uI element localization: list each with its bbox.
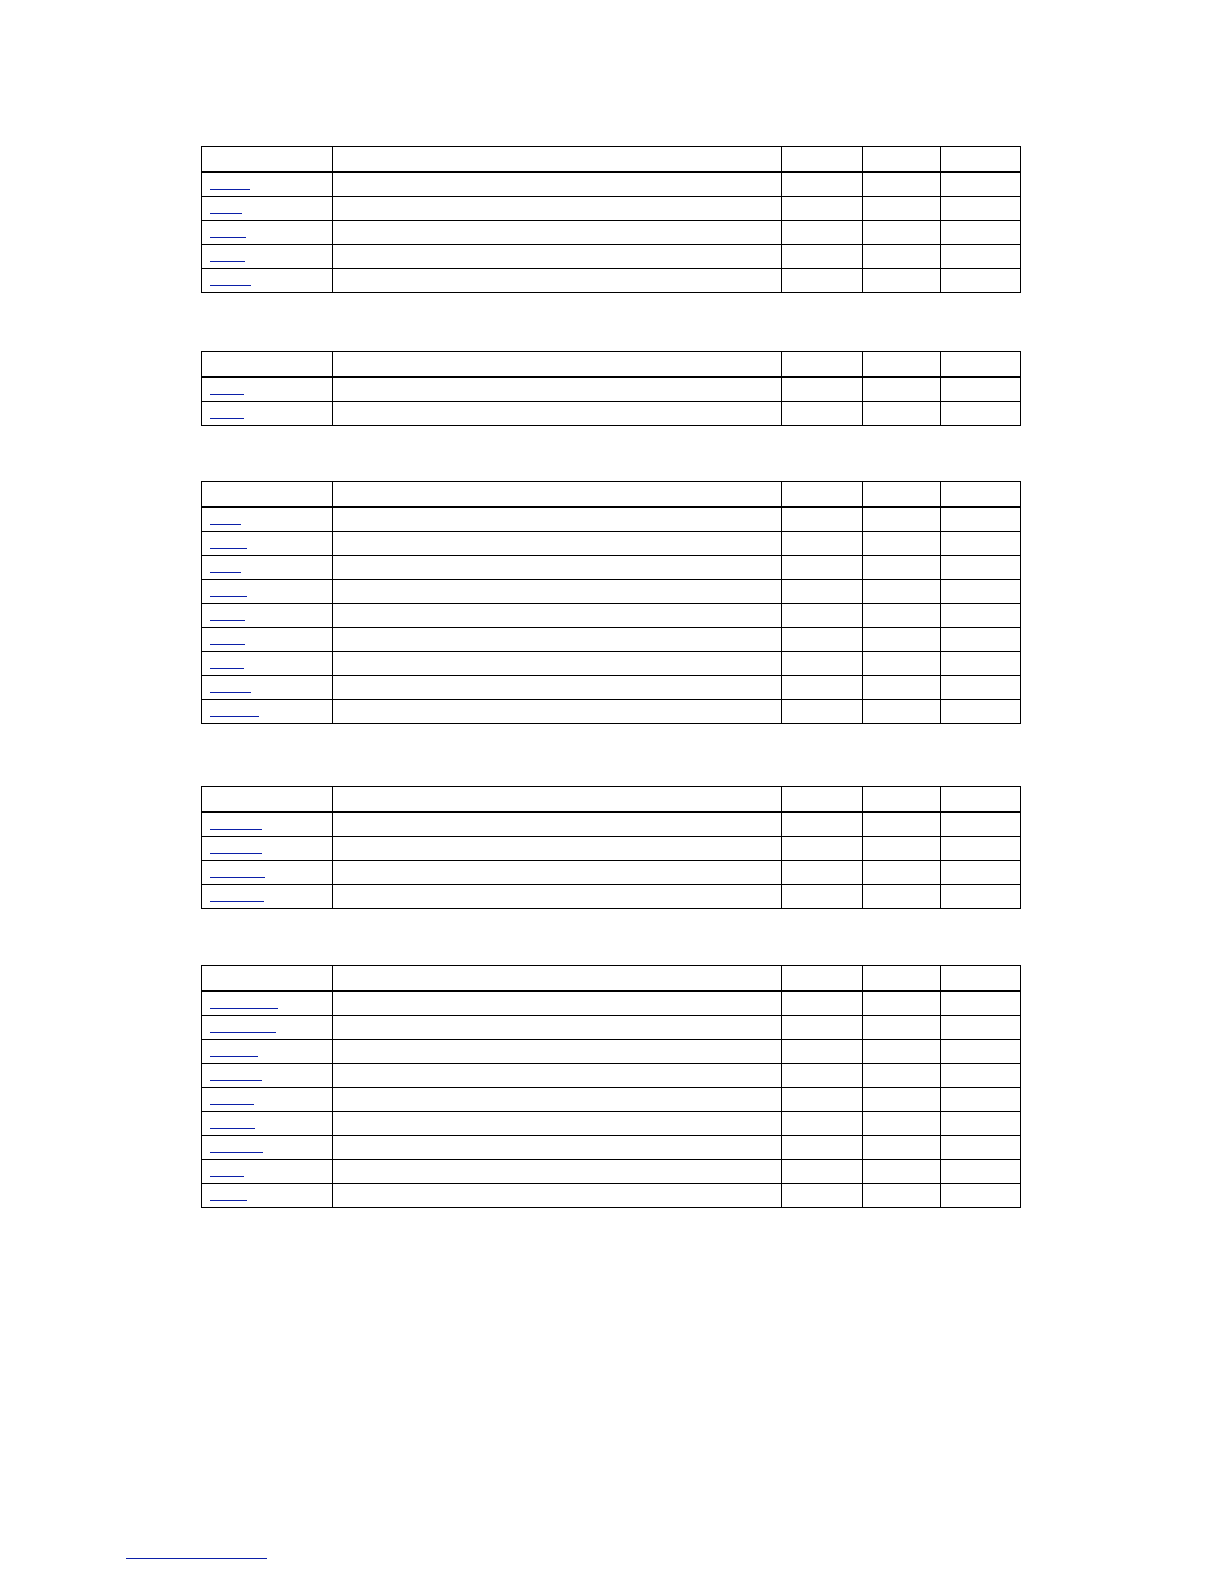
code-link[interactable] — [210, 710, 259, 717]
value-cell — [782, 837, 862, 861]
value-cell — [862, 1040, 940, 1064]
value-cell — [862, 221, 940, 245]
description-cell — [333, 402, 782, 426]
value-cell — [862, 1184, 940, 1208]
code-cell — [202, 885, 333, 909]
value-cell — [940, 556, 1020, 580]
description-cell — [333, 1016, 782, 1040]
data-table-1 — [201, 146, 1021, 293]
table-row — [202, 556, 1021, 580]
header-cell — [862, 787, 940, 813]
value-cell — [940, 221, 1020, 245]
value-cell — [782, 402, 862, 426]
table-row — [202, 172, 1021, 197]
header-cell — [862, 147, 940, 173]
value-cell — [862, 837, 940, 861]
value-cell — [862, 812, 940, 837]
description-cell — [333, 1184, 782, 1208]
header-cell — [333, 147, 782, 173]
description-cell — [333, 812, 782, 837]
value-cell — [940, 700, 1020, 724]
value-cell — [862, 402, 940, 426]
table-row — [202, 812, 1021, 837]
table-header-row — [202, 787, 1021, 813]
value-cell — [782, 861, 862, 885]
code-cell — [202, 556, 333, 580]
header-cell — [333, 966, 782, 992]
value-cell — [782, 507, 862, 532]
code-link[interactable] — [210, 662, 244, 669]
code-link[interactable] — [210, 686, 251, 693]
code-cell — [202, 628, 333, 652]
table-row — [202, 1184, 1021, 1208]
code-link[interactable] — [210, 1194, 247, 1201]
code-link[interactable] — [210, 518, 241, 525]
value-cell — [782, 269, 862, 293]
header-cell — [333, 482, 782, 508]
data-table-2 — [201, 351, 1021, 426]
header-cell — [202, 966, 333, 992]
description-cell — [333, 221, 782, 245]
code-link[interactable] — [210, 895, 264, 902]
value-cell — [940, 1016, 1020, 1040]
value-cell — [940, 837, 1020, 861]
code-link[interactable] — [210, 231, 246, 238]
code-link[interactable] — [210, 566, 241, 573]
description-cell — [333, 507, 782, 532]
table-row — [202, 1136, 1021, 1160]
code-link[interactable] — [210, 823, 262, 830]
value-cell — [782, 1136, 862, 1160]
code-cell — [202, 837, 333, 861]
code-link[interactable] — [210, 638, 245, 645]
code-link[interactable] — [210, 255, 245, 262]
table-row — [202, 1160, 1021, 1184]
value-cell — [782, 604, 862, 628]
description-cell — [333, 885, 782, 909]
value-cell — [862, 1064, 940, 1088]
code-cell — [202, 604, 333, 628]
table-row — [202, 245, 1021, 269]
code-link[interactable] — [210, 1026, 276, 1033]
description-cell — [333, 652, 782, 676]
value-cell — [782, 172, 862, 197]
value-cell — [862, 604, 940, 628]
code-cell — [202, 580, 333, 604]
value-cell — [940, 652, 1020, 676]
description-cell — [333, 1112, 782, 1136]
value-cell — [782, 1040, 862, 1064]
description-cell — [333, 556, 782, 580]
description-cell — [333, 676, 782, 700]
code-link[interactable] — [210, 1170, 244, 1177]
value-cell — [940, 197, 1020, 221]
data-table-5 — [201, 965, 1021, 1208]
value-cell — [782, 197, 862, 221]
code-link[interactable] — [210, 590, 247, 597]
value-cell — [940, 269, 1020, 293]
value-cell — [782, 812, 862, 837]
code-cell — [202, 700, 333, 724]
table-row — [202, 652, 1021, 676]
value-cell — [940, 604, 1020, 628]
value-cell — [940, 812, 1020, 837]
value-cell — [862, 1088, 940, 1112]
code-cell — [202, 221, 333, 245]
value-cell — [782, 245, 862, 269]
value-cell — [940, 1112, 1020, 1136]
code-link[interactable] — [210, 614, 245, 621]
description-cell — [333, 1064, 782, 1088]
table-row — [202, 377, 1021, 402]
table-row — [202, 604, 1021, 628]
code-link[interactable] — [210, 847, 262, 854]
value-cell — [782, 652, 862, 676]
code-link[interactable] — [210, 412, 244, 419]
value-cell — [862, 377, 940, 402]
table-row — [202, 1112, 1021, 1136]
code-cell — [202, 172, 333, 197]
code-cell — [202, 245, 333, 269]
header-cell — [862, 966, 940, 992]
footnote-rule — [126, 1558, 267, 1559]
description-cell — [333, 837, 782, 861]
description-cell — [333, 197, 782, 221]
header-cell — [333, 787, 782, 813]
header-cell — [940, 147, 1020, 173]
table-header-row — [202, 482, 1021, 508]
description-cell — [333, 991, 782, 1016]
value-cell — [940, 1160, 1020, 1184]
value-cell — [782, 676, 862, 700]
table-row — [202, 991, 1021, 1016]
code-cell — [202, 676, 333, 700]
value-cell — [782, 700, 862, 724]
value-cell — [940, 885, 1020, 909]
value-cell — [940, 245, 1020, 269]
value-cell — [782, 628, 862, 652]
table-row — [202, 269, 1021, 293]
value-cell — [782, 1112, 862, 1136]
value-cell — [940, 1136, 1020, 1160]
table-row — [202, 1040, 1021, 1064]
table-row — [202, 221, 1021, 245]
description-cell — [333, 1040, 782, 1064]
value-cell — [940, 1040, 1020, 1064]
code-cell — [202, 1160, 333, 1184]
value-cell — [940, 1064, 1020, 1088]
header-cell — [940, 482, 1020, 508]
value-cell — [782, 556, 862, 580]
value-cell — [940, 507, 1020, 532]
value-cell — [940, 402, 1020, 426]
table-row — [202, 1088, 1021, 1112]
value-cell — [862, 1136, 940, 1160]
header-cell — [940, 966, 1020, 992]
table-row — [202, 1016, 1021, 1040]
value-cell — [862, 507, 940, 532]
code-cell — [202, 861, 333, 885]
code-cell — [202, 377, 333, 402]
description-cell — [333, 700, 782, 724]
code-cell — [202, 1112, 333, 1136]
table-header-row — [202, 147, 1021, 173]
code-cell — [202, 507, 333, 532]
value-cell — [862, 172, 940, 197]
table-header-row — [202, 352, 1021, 378]
code-cell — [202, 652, 333, 676]
code-link[interactable] — [210, 1074, 262, 1081]
description-cell — [333, 172, 782, 197]
code-cell — [202, 1016, 333, 1040]
value-cell — [862, 1160, 940, 1184]
value-cell — [862, 700, 940, 724]
header-cell — [862, 352, 940, 378]
description-cell — [333, 861, 782, 885]
code-link[interactable] — [210, 1050, 258, 1057]
value-cell — [940, 377, 1020, 402]
code-cell — [202, 269, 333, 293]
header-cell — [940, 352, 1020, 378]
value-cell — [782, 377, 862, 402]
description-cell — [333, 245, 782, 269]
value-cell — [862, 1016, 940, 1040]
header-cell — [940, 787, 1020, 813]
table-row — [202, 507, 1021, 532]
code-cell — [202, 532, 333, 556]
code-link[interactable] — [210, 279, 251, 286]
header-cell — [202, 147, 333, 173]
value-cell — [940, 861, 1020, 885]
header-cell — [202, 787, 333, 813]
value-cell — [862, 676, 940, 700]
header-cell — [782, 352, 862, 378]
header-cell — [202, 352, 333, 378]
value-cell — [940, 676, 1020, 700]
header-cell — [862, 482, 940, 508]
description-cell — [333, 532, 782, 556]
table-row — [202, 197, 1021, 221]
code-cell — [202, 991, 333, 1016]
data-table-4 — [201, 786, 1021, 909]
value-cell — [862, 269, 940, 293]
value-cell — [862, 532, 940, 556]
header-cell — [782, 147, 862, 173]
table-row — [202, 532, 1021, 556]
value-cell — [862, 861, 940, 885]
value-cell — [940, 628, 1020, 652]
data-table-3 — [201, 481, 1021, 724]
header-cell — [782, 482, 862, 508]
header-cell — [202, 482, 333, 508]
value-cell — [782, 1088, 862, 1112]
value-cell — [862, 628, 940, 652]
header-cell — [333, 352, 782, 378]
code-cell — [202, 1088, 333, 1112]
header-cell — [782, 787, 862, 813]
description-cell — [333, 1160, 782, 1184]
table-row — [202, 1064, 1021, 1088]
table-row — [202, 628, 1021, 652]
value-cell — [782, 1184, 862, 1208]
value-cell — [862, 1112, 940, 1136]
code-link[interactable] — [210, 871, 265, 878]
code-cell — [202, 1064, 333, 1088]
description-cell — [333, 628, 782, 652]
table-row — [202, 580, 1021, 604]
value-cell — [782, 1064, 862, 1088]
value-cell — [862, 556, 940, 580]
code-cell — [202, 402, 333, 426]
table-row — [202, 700, 1021, 724]
value-cell — [862, 580, 940, 604]
value-cell — [940, 1088, 1020, 1112]
value-cell — [782, 885, 862, 909]
code-link[interactable] — [210, 1146, 263, 1153]
code-link[interactable] — [210, 207, 242, 214]
table-row — [202, 837, 1021, 861]
description-cell — [333, 1136, 782, 1160]
code-cell — [202, 1136, 333, 1160]
value-cell — [940, 1184, 1020, 1208]
table-row — [202, 676, 1021, 700]
value-cell — [862, 245, 940, 269]
description-cell — [333, 377, 782, 402]
code-cell — [202, 1040, 333, 1064]
table-row — [202, 861, 1021, 885]
value-cell — [782, 991, 862, 1016]
table-row — [202, 402, 1021, 426]
code-link[interactable] — [210, 1002, 278, 1009]
value-cell — [940, 172, 1020, 197]
value-cell — [862, 652, 940, 676]
description-cell — [333, 1088, 782, 1112]
value-cell — [940, 991, 1020, 1016]
value-cell — [862, 197, 940, 221]
code-link[interactable] — [210, 183, 250, 190]
code-cell — [202, 1184, 333, 1208]
value-cell — [782, 1160, 862, 1184]
table-row — [202, 885, 1021, 909]
description-cell — [333, 580, 782, 604]
table-header-row — [202, 966, 1021, 992]
code-link[interactable] — [210, 542, 247, 549]
value-cell — [782, 1016, 862, 1040]
value-cell — [782, 221, 862, 245]
value-cell — [782, 532, 862, 556]
code-cell — [202, 197, 333, 221]
value-cell — [940, 532, 1020, 556]
code-link[interactable] — [210, 388, 244, 395]
description-cell — [333, 269, 782, 293]
value-cell — [940, 580, 1020, 604]
code-link[interactable] — [210, 1098, 254, 1105]
header-cell — [782, 966, 862, 992]
value-cell — [782, 580, 862, 604]
description-cell — [333, 604, 782, 628]
code-cell — [202, 812, 333, 837]
value-cell — [862, 991, 940, 1016]
value-cell — [862, 885, 940, 909]
code-link[interactable] — [210, 1122, 255, 1129]
